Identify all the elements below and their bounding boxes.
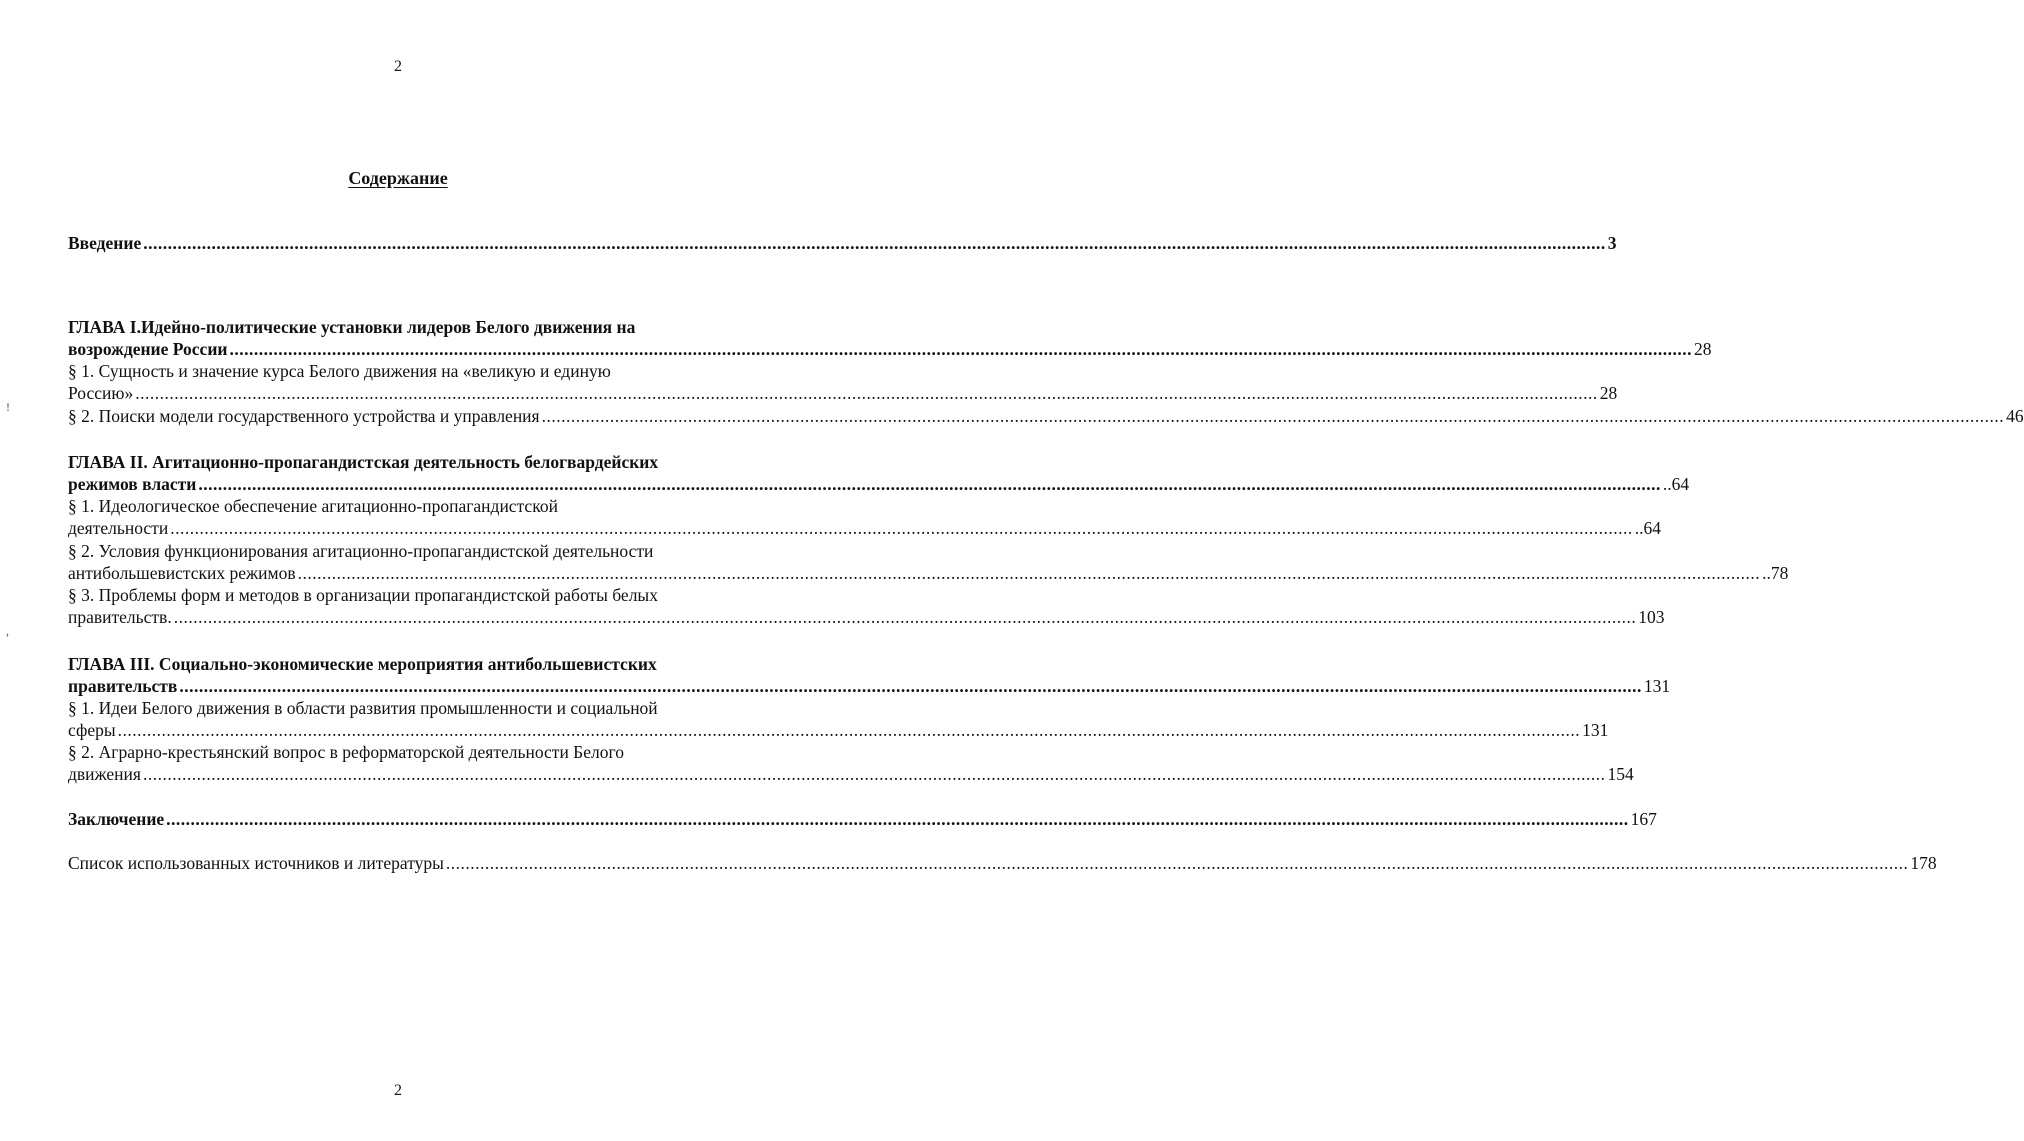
- toc-entry-text: движения: [68, 764, 141, 784]
- leader-dots: ............................................................................................................................................................................................................................................................................................................: [297, 563, 1761, 583]
- leader-dots: ............................................................................................................................................................................................................................................................................................................: [229, 339, 1692, 359]
- toc-entry-text: Список использованных источников и литературы: [68, 853, 444, 873]
- toc-entry-text: правительств.: [68, 607, 172, 627]
- page-title: Содержание: [348, 168, 448, 188]
- toc-chapter-2[interactable]: [68, 473, 1690, 496]
- toc-chapter-2-title[interactable]: ГЛАВА II. Агитационно-пропагандистская деятельность белогвардейских: [68, 452, 659, 472]
- toc-entry-text: § 2. Поиски модели государственного устройства и управления: [68, 406, 540, 426]
- toc-page-number: 28: [1599, 383, 1618, 403]
- toc-entry-text: деятельности: [68, 518, 169, 538]
- leader-dots: ............................................................................................................................................................................................................................................................................................................: [445, 853, 1909, 873]
- scan-mark: ,: [6, 624, 9, 638]
- leader-dots: ............................................................................................................................................................................................................................................................................................................: [135, 383, 1598, 403]
- leader-dots: ............................................................................................................................................................................................................................................................................................................: [541, 406, 2005, 426]
- leader-dots: ............................................................................................................................................................................................................................................................................................................: [166, 809, 1629, 829]
- toc-entry-text: Заключение: [68, 809, 165, 829]
- leader-dots: ............................................................................................................................................................................................................................................................................................................: [179, 676, 1642, 696]
- toc-entry-text: антибольшевистских режимов: [68, 563, 296, 583]
- toc-page-number: 178: [1910, 853, 1937, 873]
- toc-section-1-1-title[interactable]: § 1. Сущность и значение курса Белого движения на «великую и единую: [68, 361, 611, 381]
- toc-page-number: 154: [1607, 764, 1634, 784]
- leader-dots: ............................................................................................................................................................................................................................................................................................................: [173, 607, 1637, 627]
- leader-dots: ............................................................................................................................................................................................................................................................................................................: [142, 764, 1606, 784]
- toc-page-number: 46: [2006, 406, 2024, 426]
- leader-dots: ............................................................................................................................................................................................................................................................................................................: [117, 720, 1581, 740]
- page-number-bottom: 2: [394, 1082, 402, 1099]
- toc-section-2-3[interactable]: [68, 606, 1665, 629]
- toc-section-3-1[interactable]: [68, 719, 1609, 742]
- toc-section-1-2[interactable]: [68, 405, 2024, 428]
- scan-mark: !: [6, 400, 10, 414]
- leader-dots: ............................................................................................................................................................................................................................................................................................................: [170, 518, 1633, 538]
- toc-page-number: 131: [1582, 720, 1609, 740]
- toc-section-3-2[interactable]: [68, 763, 1634, 786]
- toc-entry-text: режимов власти: [68, 474, 197, 494]
- toc-entry-text: правительств: [68, 676, 178, 696]
- toc-entry-intro[interactable]: [68, 232, 1617, 255]
- toc-chapter-1-title[interactable]: ГЛАВА I.Идейно-политические установки лидеров Белого движения на: [68, 317, 636, 337]
- toc-page-number: ..64: [1662, 474, 1690, 494]
- leader-dots: ............................................................................................................................................................................................................................................................................................................: [143, 233, 1606, 253]
- toc-section-2-3-title[interactable]: § 3. Проблемы форм и методов в организации пропагандистской работы белых: [68, 585, 658, 605]
- toc-entry-text: Введение: [68, 233, 142, 253]
- toc-page-number: 28: [1693, 339, 1712, 359]
- toc-section-2-2-title[interactable]: § 2. Условия функционирования агитационно-пропагандистской деятельности: [68, 541, 654, 561]
- toc-page-number: 3: [1607, 233, 1617, 253]
- toc-section-2-1[interactable]: [68, 517, 1661, 540]
- toc-entry-sources[interactable]: [68, 852, 1937, 875]
- toc-page-number: 103: [1638, 607, 1665, 627]
- toc-entry-conclusion[interactable]: [68, 808, 1657, 831]
- toc-section-2-2[interactable]: [68, 562, 1789, 585]
- toc-page-number: 167: [1630, 809, 1657, 829]
- toc-section-1-1[interactable]: [68, 382, 1618, 405]
- toc-entry-text: сферы: [68, 720, 116, 740]
- page-number-top: 2: [394, 58, 402, 75]
- toc-page-number: ..64: [1634, 518, 1661, 538]
- leader-dots: ............................................................................................................................................................................................................................................................................................................: [198, 474, 1661, 494]
- toc-section-3-2-title[interactable]: § 2. Аграрно-крестьянский вопрос в реформаторской деятельности Белого: [68, 742, 624, 762]
- toc-entry-text: Россию»: [68, 383, 134, 403]
- toc-chapter-1[interactable]: [68, 338, 1712, 361]
- toc-chapter-3-title[interactable]: ГЛАВА III. Социально-экономические мероприятия антибольшевистских: [68, 654, 657, 674]
- toc-page-number: 131: [1643, 676, 1671, 696]
- toc-entry-text: возрождение России: [68, 339, 228, 359]
- toc-section-2-1-title[interactable]: § 1. Идеологическое обеспечение агитационно-пропагандистской: [68, 496, 558, 516]
- toc-page-number: ..78: [1762, 563, 1789, 583]
- toc-section-3-1-title[interactable]: § 1. Идеи Белого движения в области развития промышленности и социальной: [68, 698, 658, 718]
- toc-chapter-3[interactable]: [68, 675, 1671, 698]
